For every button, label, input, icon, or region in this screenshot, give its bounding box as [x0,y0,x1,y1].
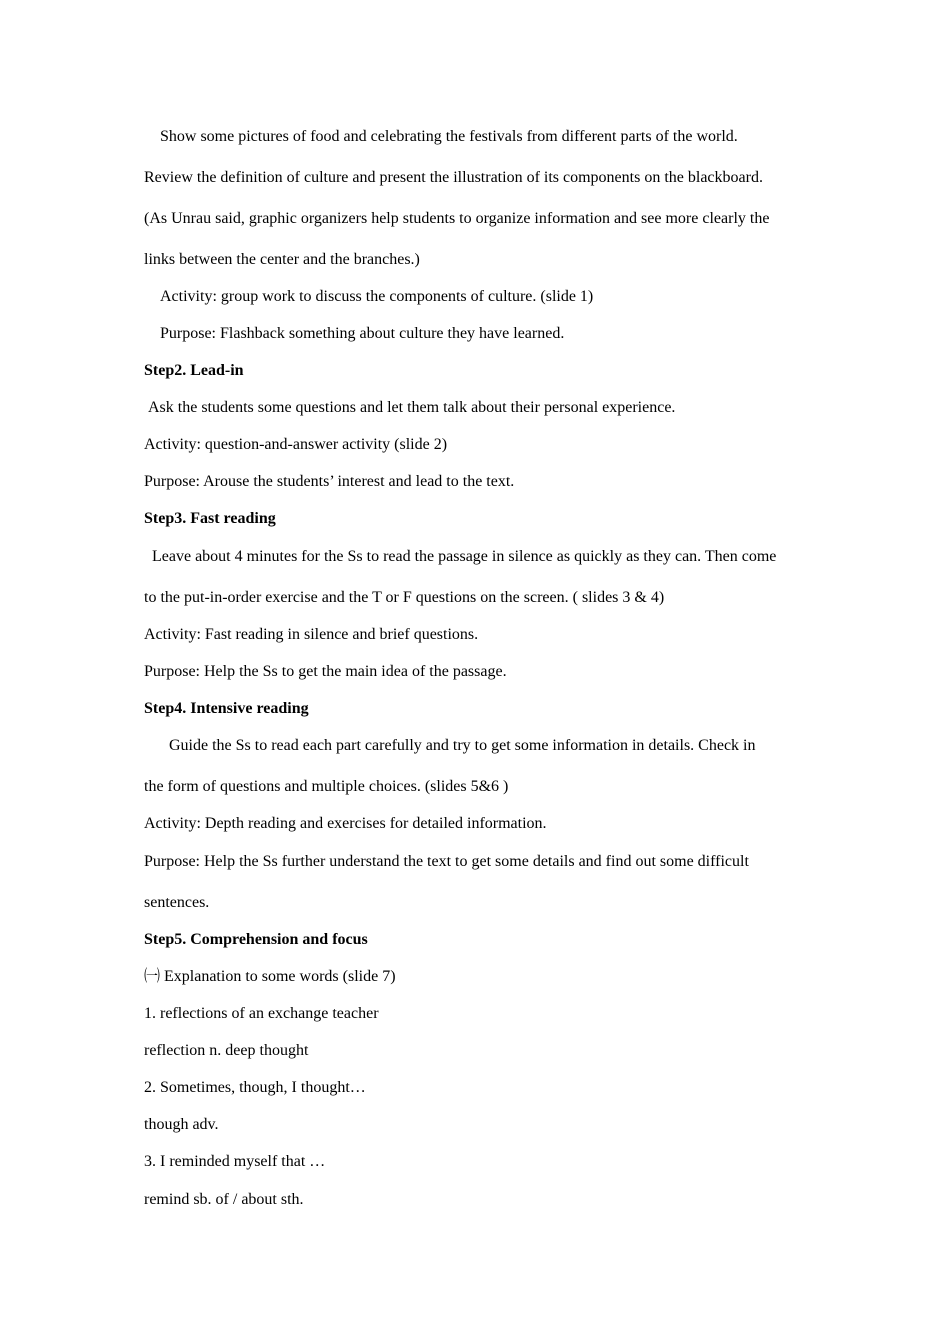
purpose-step2: Purpose: Arouse the students’ interest and lead to the text. [144,473,515,490]
paragraph-step2-ask: Ask the students some questions and let them talk about their personal experience. [148,399,676,416]
activity-step1: Activity: group work to discuss the components of culture. (slide 1) [160,288,594,305]
activity-step4: Activity: Depth reading and exercises for detailed information. [144,815,547,832]
purpose-step4-cont: sentences. [144,894,210,911]
list-item-1: 1. reflections of an exchange teacher [144,1005,379,1022]
list-item-2: 2. Sometimes, though, I thought… [144,1079,366,1096]
heading-step3: Step3. Fast reading [144,510,276,527]
subheading-explanation: ㈠ Explanation to some words (slide 7) [144,968,396,985]
heading-step4: Step4. Intensive reading [144,700,309,717]
list-item-1-note: reflection n. deep thought [144,1042,309,1059]
paragraph-step3-leave-cont: to the put-in-order exercise and the T or F questions on the screen. ( slides 3 & 4) [144,589,665,606]
activity-step3: Activity: Fast reading in silence and brief questions. [144,626,479,643]
heading-step2: Step2. Lead-in [144,362,244,379]
paragraph-step3-leave: Leave about 4 minutes for the Ss to read the passage in silence as quickly as they can. Then come [152,548,777,565]
paragraph-show-pictures: Show some pictures of food and celebrating the festivals from different parts of the world. [160,128,738,145]
purpose-step3: Purpose: Help the Ss to get the main idea of the passage. [144,663,507,680]
paragraph-unrau-quote-cont: links between the center and the branches.) [144,251,420,268]
purpose-step4: Purpose: Help the Ss further understand the text to get some details and find out some difficult [144,853,749,870]
paragraph-unrau-quote: (As Unrau said, graphic organizers help students to organize information and see more clearly the [144,210,770,227]
paragraph-step4-guide: Guide the Ss to read each part carefully and try to get some information in details. Check in [169,737,756,754]
purpose-step1: Purpose: Flashback something about culture they have learned. [160,325,565,342]
list-item-3-note: remind sb. of / about sth. [144,1191,304,1208]
paragraph-step4-guide-cont: the form of questions and multiple choices. (slides 5&6 ) [144,778,509,795]
heading-step5: Step5. Comprehension and focus [144,931,368,948]
paragraph-review-definition: Review the definition of culture and present the illustration of its components on the blackboard. [144,169,763,186]
list-item-2-note: though adv. [144,1116,219,1133]
list-item-3: 3. I reminded myself that … [144,1153,326,1170]
activity-step2: Activity: question-and-answer activity (slide 2) [144,436,448,453]
